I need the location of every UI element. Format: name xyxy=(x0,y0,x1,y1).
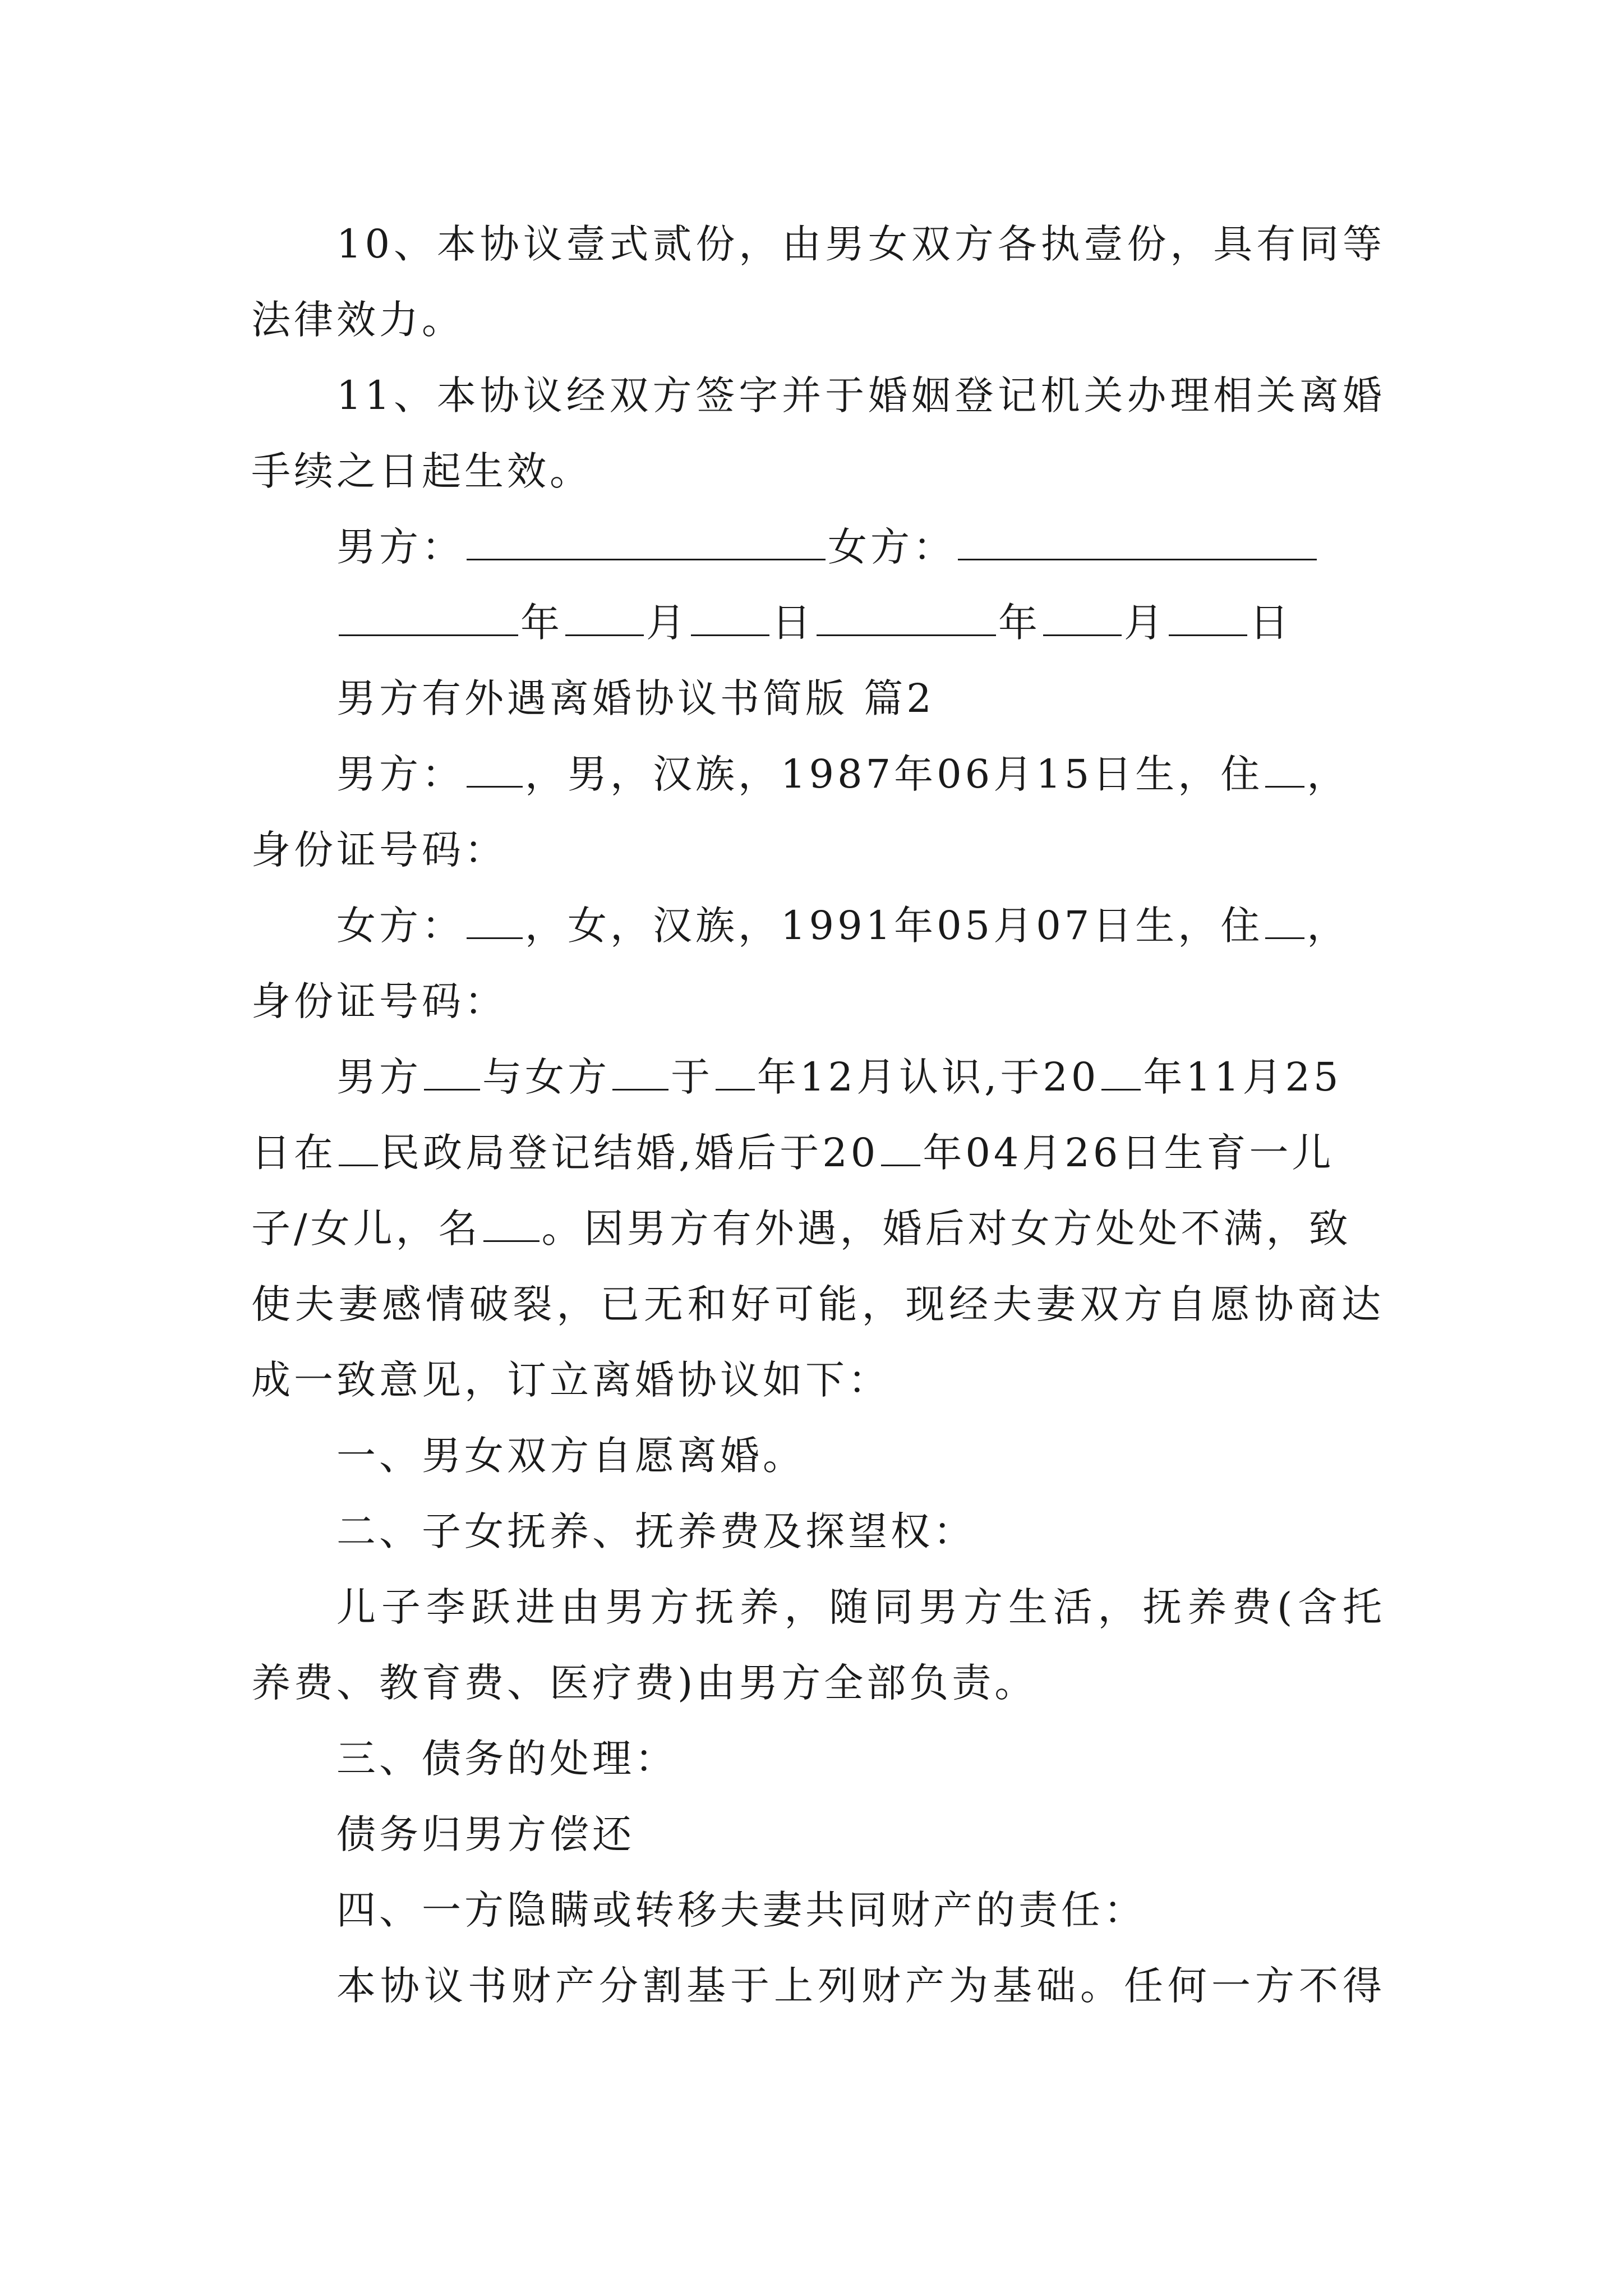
male-intro-details: ，男，汉族，1987年06月15日生，住 xyxy=(525,751,1264,797)
date-line xyxy=(336,595,1385,651)
item-2-heading: 二、子女抚养、抚养费及探望权： xyxy=(336,1508,976,1554)
male-signature-blank xyxy=(467,519,826,560)
day-blank-1 xyxy=(691,595,769,636)
female-intro-label: 女方： xyxy=(336,903,464,949)
item-3-body: 债务归男方偿还 xyxy=(336,1811,635,1857)
year-blank-1 xyxy=(339,595,518,636)
male-intro-line xyxy=(336,746,1385,802)
month-label-2: 月 xyxy=(1124,600,1166,646)
month-label-1: 月 xyxy=(646,600,689,646)
year-label-2: 年 xyxy=(998,600,1041,646)
male-name-blank xyxy=(467,747,523,788)
marriage-para-line-4: 使夫妻感情破裂，已无和好可能，现经夫妻双方自愿协商达 xyxy=(251,1281,1384,1327)
item-1: 一、男女双方自愿离婚。 xyxy=(336,1433,805,1479)
female-signature-blank xyxy=(958,519,1317,560)
female-name-blank-2 xyxy=(612,1050,668,1091)
clause-10-line-1: 10、本协议壹式贰份，由男女双方各执壹份，具有同等 xyxy=(336,221,1385,267)
marriage-para-line-3 xyxy=(251,1200,1384,1257)
female-intro-line xyxy=(336,898,1385,954)
marriage-para-line-2 xyxy=(251,1125,1384,1181)
item-3-heading: 三、债务的处理： xyxy=(336,1736,677,1782)
marriage-year-blank xyxy=(1101,1050,1141,1091)
male-name-blank-2 xyxy=(424,1050,480,1091)
para-text-b: 与女方 xyxy=(482,1054,610,1100)
clause-10-line-2: 法律效力。 xyxy=(251,297,464,343)
male-signature-label: 男方： xyxy=(336,524,464,570)
clause-11-line-1: 11、本协议经双方签字并于婚姻登记机关办理相关离婚 xyxy=(336,372,1385,418)
para3-text-b: 。因男方有外遇，婚后对女方处处不满，致 xyxy=(541,1205,1352,1251)
female-address-blank xyxy=(1265,898,1304,939)
clause-11-line-2: 手续之日起生效。 xyxy=(251,448,592,494)
female-name-blank xyxy=(467,898,523,939)
para3-text-a: 子/女儿，名 xyxy=(251,1205,481,1251)
female-signature-label: 女方： xyxy=(828,524,956,570)
birth-year-blank xyxy=(881,1125,920,1166)
female-intro-details: ，女，汉族，1991年05月07日生，住 xyxy=(525,903,1264,949)
day-label-1: 日 xyxy=(772,600,814,646)
item-4-body-line-1: 本协议书财产分割基于上列财产为基础。任何一方不得 xyxy=(336,1963,1385,2009)
meet-year-blank xyxy=(716,1050,755,1091)
year-label-1: 年 xyxy=(520,600,563,646)
marriage-para-line-1 xyxy=(336,1049,1385,1105)
section-heading: 男方有外遇离婚协议书简版 篇2 xyxy=(336,675,935,721)
male-id-line: 身份证号码： xyxy=(251,827,507,873)
female-intro-end: ， xyxy=(1307,903,1350,949)
para-text-e: 年11月25 xyxy=(1143,1054,1342,1100)
child-name-blank xyxy=(483,1201,540,1242)
bureau-blank xyxy=(339,1125,378,1166)
para2-text-b: 民政局登记结婚,婚后于20 xyxy=(380,1130,879,1176)
male-address-blank xyxy=(1265,747,1304,788)
para2-text-a: 日在 xyxy=(251,1130,336,1176)
para-text-c: 于 xyxy=(671,1054,713,1100)
marriage-para-line-5: 成一致意见，订立离婚协议如下： xyxy=(251,1357,891,1403)
para-text-a: 男方 xyxy=(336,1054,422,1100)
male-intro-end: ， xyxy=(1307,751,1350,797)
month-blank-1 xyxy=(565,595,644,636)
para-text-d: 年12月认识,于20 xyxy=(757,1054,1100,1100)
item-4-heading: 四、一方隐瞒或转移夫妻共同财产的责任： xyxy=(336,1887,1146,1933)
male-intro-label: 男方： xyxy=(336,751,464,797)
month-blank-2 xyxy=(1043,595,1122,636)
item-2-body-line-2: 养费、教育费、医疗费)由男方全部负责。 xyxy=(251,1660,1038,1706)
year-blank-2 xyxy=(817,595,996,636)
day-blank-2 xyxy=(1169,595,1247,636)
day-label-2: 日 xyxy=(1249,600,1292,646)
female-id-line: 身份证号码： xyxy=(251,978,507,1024)
item-2-body-line-1: 儿子李跃进由男方抚养，随同男方生活，抚养费(含托 xyxy=(336,1584,1385,1630)
para2-text-c: 年04月26日生育一儿 xyxy=(923,1130,1335,1176)
signature-line xyxy=(336,519,1385,575)
